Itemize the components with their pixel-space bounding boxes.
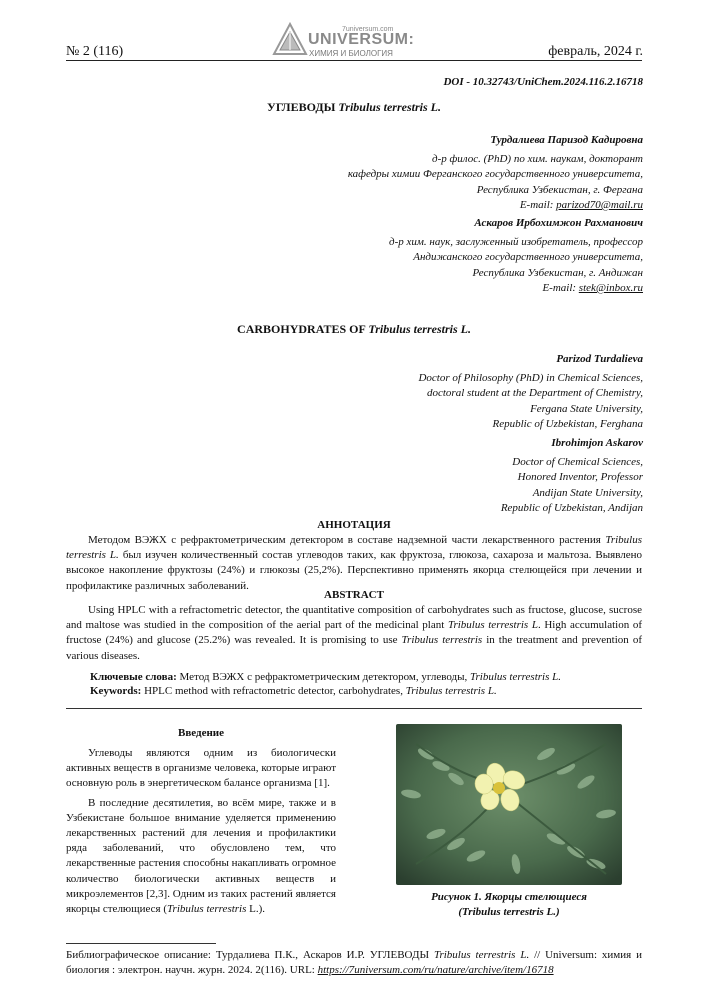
- plant-photo: [396, 724, 622, 885]
- author-line: Republic of Uzbekistan, Andijan: [500, 502, 643, 514]
- species-name: Tribulus terrestris L: [447, 619, 538, 632]
- email-link[interactable]: parizod70@mail.ru: [556, 199, 643, 211]
- author-ru-1: [223, 133, 643, 214]
- journal-logo: [272, 22, 415, 58]
- title-en-italic: Tribulus terrestris L.: [368, 322, 471, 336]
- species-name: Tribulus terrestris: [401, 634, 483, 647]
- section-divider: [66, 708, 642, 709]
- author-line: doctoral student at the Department of Chemistry,: [426, 387, 643, 399]
- annotation-heading: АННОТАЦИЯ: [317, 519, 391, 531]
- figure-caption: [396, 890, 622, 920]
- keywords-en-italic: Tribulus terrestris L.: [405, 685, 497, 697]
- author-line: Республика Узбекистан, г. Андижан: [472, 266, 643, 279]
- annotation-text: [66, 533, 642, 594]
- title-ru-plain: УГЛЕВОДЫ: [267, 100, 339, 114]
- author-name: Аскаров Ирбохимжон Рахманович: [474, 217, 643, 229]
- author-name: Parizod Turdalieva: [556, 353, 643, 365]
- intro-heading: Введение: [177, 727, 225, 739]
- abstract-text-2: . High accumulation of fructose (24%) and glucose (25.2%) was revealed. It is promising to use: [66, 619, 642, 647]
- logo-name: UNIVERSUM:: [308, 31, 415, 48]
- author-line: Honored Inventor, Professor: [517, 471, 643, 483]
- species-name: Tribulus terrestris L.: [433, 949, 530, 961]
- author-name: Ibrohimjon Askarov: [551, 437, 643, 449]
- keywords-en-text: HPLC method with refractometric detector, carbohydrates,: [141, 685, 406, 697]
- keywords-en-label: Keywords:: [90, 685, 142, 697]
- annotation-text-2: был изучен количественный состав углеводов таких, как фруктоза, глюкоза, сахароза и мальтоза. Выявлено высокое накопление фруктозы (24%) и глюкозы (25,2%). Перспективно применять якорца стелющейся при лечении и профилактике различных заболеваний.: [66, 549, 642, 592]
- author-name: Турдалиева Паризод Кадировна: [490, 134, 643, 146]
- keywords-en: [90, 684, 642, 699]
- intro-body: [66, 746, 336, 921]
- author-line: Andijan State University,: [532, 486, 643, 499]
- issue-number: № 2 (116): [66, 44, 124, 59]
- title-en-plain: CARBOHYDRATES OF: [237, 322, 369, 336]
- author-ru-2: [223, 216, 643, 297]
- author-line: кафедры химии Ферганского государственного университета,: [347, 168, 643, 180]
- footnote: [66, 948, 642, 978]
- footnote-text-2: // Universum: химия и биология : электрон. научн. журн. 2024. 2(116). URL:: [66, 949, 642, 976]
- species-name: Tribulus terrestris L.: [66, 534, 642, 562]
- keywords-ru-text: Метод ВЭЖХ с рефрактометрическим детектором, углеводы,: [176, 671, 470, 683]
- author-line: д-р хим. наук, заслуженный изобретатель, профессор: [389, 235, 643, 248]
- keywords-ru-italic: Tribulus terrestris L.: [470, 671, 561, 683]
- keywords-ru-label: Ключевые слова:: [90, 671, 177, 683]
- caption-line-1: Рисунок 1. Якорцы стелющиеся: [431, 891, 587, 903]
- abstract-heading: ABSTRACT: [324, 589, 384, 601]
- author-email-line: [223, 281, 643, 297]
- author-line: Republic of Uzbekistan, Ferghana: [492, 418, 643, 430]
- author-line: Андижанского государственного университета,: [413, 251, 643, 263]
- title-en: [66, 322, 642, 337]
- footnote-url-link[interactable]: https://7universum.com/ru/nature/archive/item/16718: [317, 964, 554, 976]
- intro-paragraph-2: [66, 796, 336, 918]
- author-line: Fergana State University,: [530, 402, 643, 415]
- footnote-text-1: Библиографическое описание: Турдалиева П.К., Аскаров И.Р. УГЛЕВОДЫ: [66, 949, 434, 961]
- caption-line-2: (Tribulus terrestris L.): [458, 906, 560, 918]
- author-line: Республика Узбекистан, г. Фергана: [476, 183, 643, 196]
- email-prefix: E-mail:: [519, 199, 557, 211]
- intro-paragraph-2a: В последние десятилетия, во всём мире, также и в Узбекистане большое внимание уделяется применению лекарственных растений для лечения и профилактики ряда заболеваний, что обусловлено тем, что лекарственные растения способны накапливать огромное количество биологически активных веществ и микроэлементов [2,3]. Одним из таких растений является якорцы стелющиеся (: [66, 796, 336, 916]
- intro-paragraph-2b: L.).: [246, 903, 266, 916]
- footnote-divider: [66, 943, 216, 944]
- author-line: Doctor of Philosophy (PhD) in Chemical Sciences,: [418, 371, 643, 384]
- email-link[interactable]: stek@inbox.ru: [578, 282, 643, 294]
- abstract-text: [66, 603, 642, 664]
- author-line: Doctor of Chemical Sciences,: [512, 455, 643, 468]
- logo-site: 7universum.com: [342, 26, 394, 33]
- species-name: Tribulus terrestris: [167, 903, 247, 916]
- title-ru-italic: Tribulus terrestris L.: [338, 100, 441, 114]
- keywords-ru: [90, 670, 642, 685]
- intro-paragraph-1: Углеводы являются одним из биологически активных веществ в организме человека, которые играют основную роль в энергетическом балансе организма [1].: [66, 747, 336, 790]
- doi: DOI - 10.32743/UniChem.2024.116.2.16718: [443, 76, 643, 88]
- author-en-1: [223, 352, 643, 433]
- issue-date: февраль, 2024 г.: [548, 44, 643, 59]
- logo-subtitle: ХИМИЯ И БИОЛОГИЯ: [309, 49, 393, 58]
- email-prefix: E-mail:: [542, 282, 579, 294]
- author-line: д-р филос. (PhD) по хим. наукам, докторант: [432, 152, 643, 165]
- logo-triangle-icon: [272, 22, 308, 58]
- title-ru: [66, 100, 642, 115]
- abstract-text-3: in the treatment and prevention of various diseases.: [66, 634, 642, 662]
- header-divider: [66, 60, 642, 61]
- author-email-line: [223, 198, 643, 214]
- author-en-2: [223, 436, 643, 517]
- abstract-text-1: Using HPLC with a refractometric detector, the quantitative composition of carbohydrates such as fructose, glucose, sucrose and maltose was studied in the composition of the aerial part of the medicinal plant: [66, 604, 642, 632]
- annotation-text-1: Методом ВЭЖХ с рефрактометрическим детектором в составе надземной части лекарственного растения: [88, 534, 606, 546]
